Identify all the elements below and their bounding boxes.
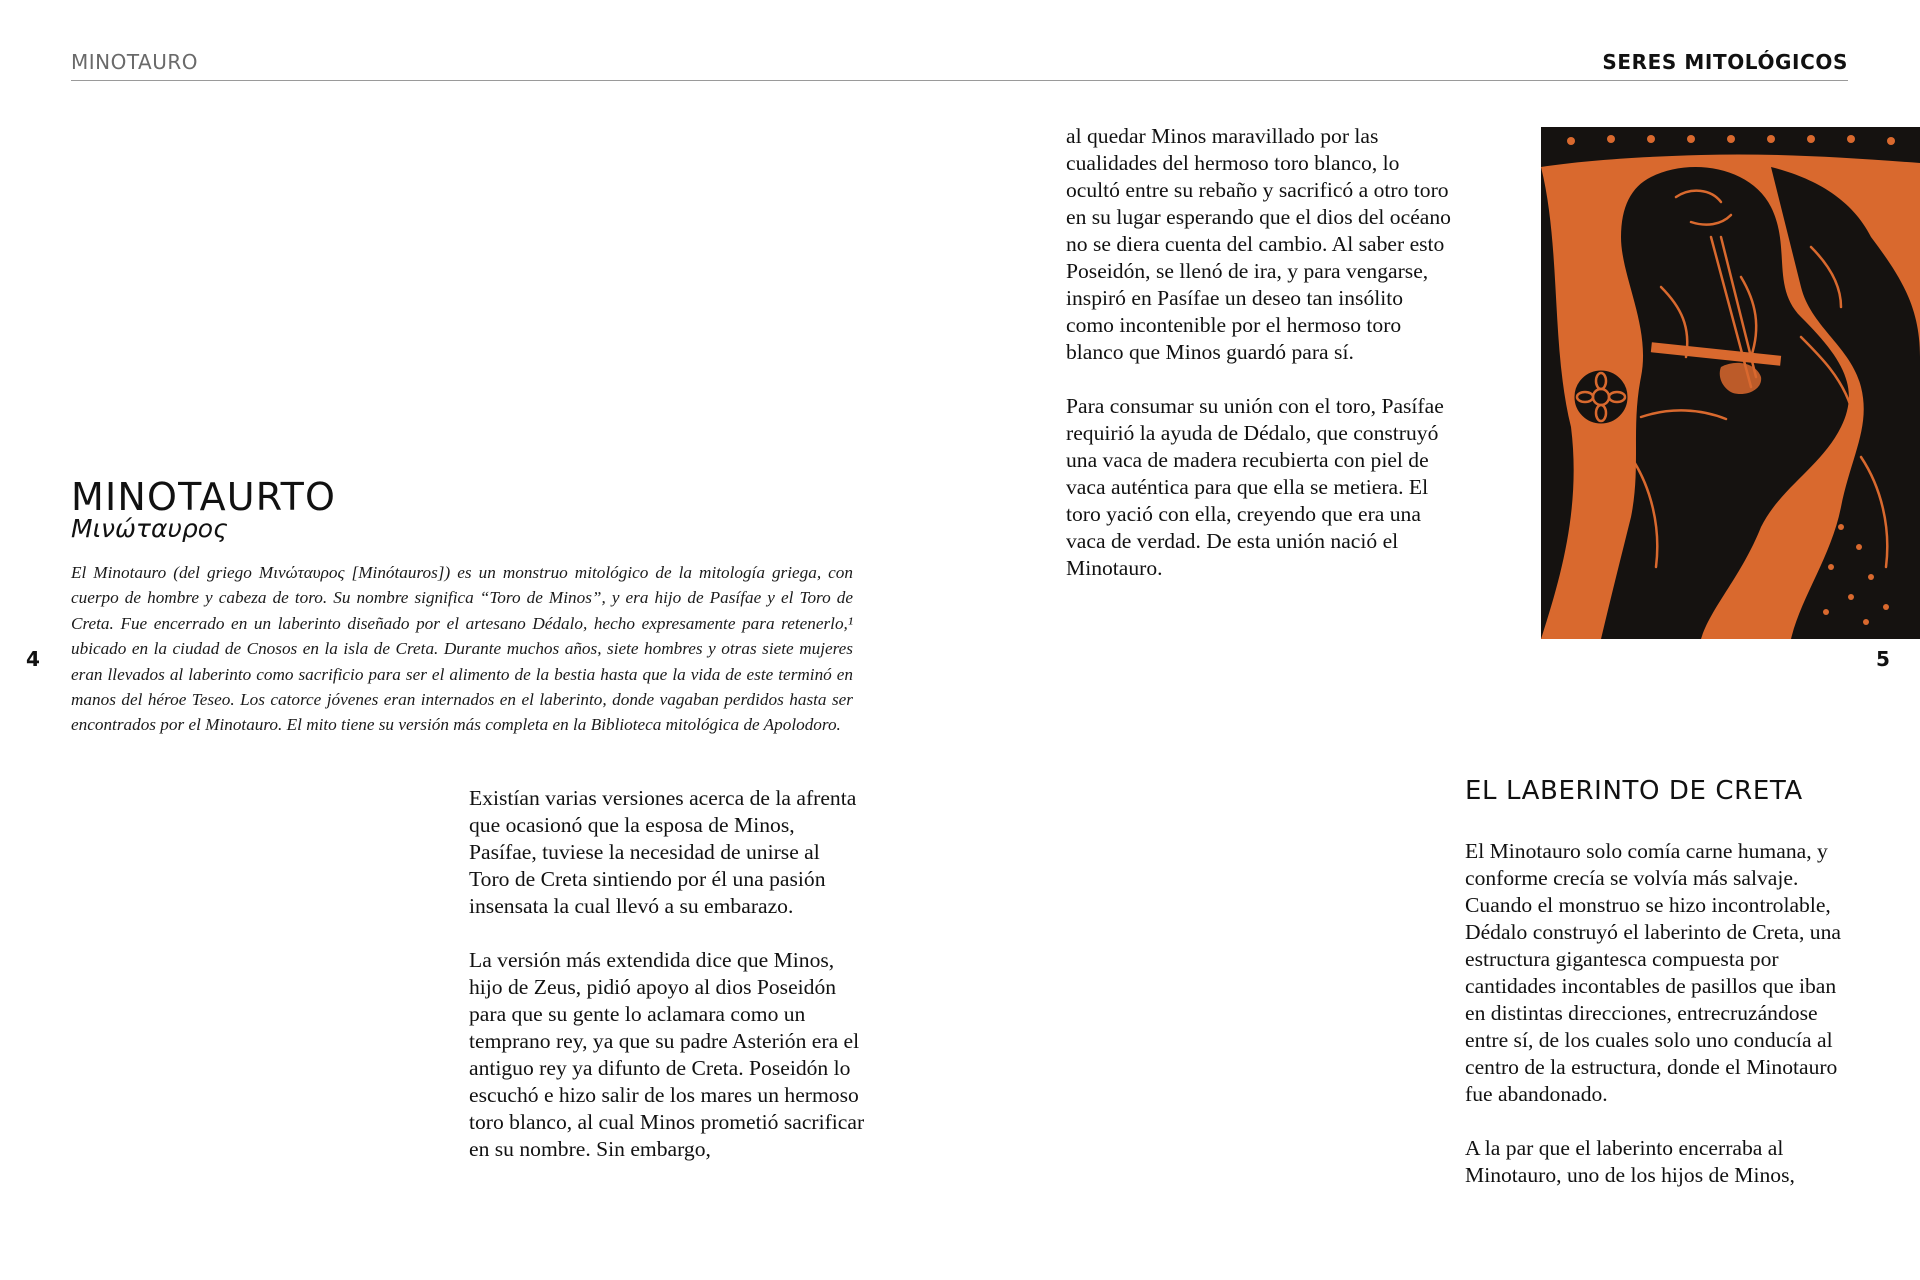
body-paragraph: Existían varias versiones acerca de la afrenta que ocasionó que la esposa de Minos, Pasífae, tuviese la necesidad de unirse al Toro de Creta sintiendo por él una pasión insensata la cual llevó a su embarazo.	[469, 786, 857, 918]
page-number-right: 5	[1876, 647, 1890, 671]
body-paragraph: al quedar Minos maravillado por las cualidades del hermoso toro blanco, lo ocultó entre su rebaño y sacrificó a otro toro en su lugar esperando que el dios del océano no se diera cuenta del cambio. Al saber esto Poseidón, se llenó de ira, y para vengarse, inspiró en Pasífae un deseo tan insólito como incontenible por el hermoso toro blanco que Minos guardó para sí.	[1066, 124, 1451, 364]
greek-vase-minotaur-image	[1541, 127, 1920, 639]
body-paragraph: A la par que el laberinto encerraba al Minotauro, uno de los hijos de Minos,	[1465, 1136, 1795, 1187]
intro-paragraph: El Minotauro (del griego Μινώταυρος [Minótauros]) es un monstruo mitológico de la mitología griega, con cuerpo de hombre y cabeza de toro. Su nombre significa “Toro de Minos”, y era hijo de Pasífae y el Toro de Creta. Fue encerrado en un laberinto diseñado por el artesano Dédalo, hecho expresamente para retenerlo,¹ ubicado en la ciudad de Cnosos en la isla de Creta. Durante muchos años, siete hombres y otras siete mujeres eran llevados al laberinto como sacrificio para ser el alimento de la bestia hasta que la vida de este terminó en manos del héroe Teseo. Los catorce jóvenes eran internados en el laberinto, donde vagaban perdidos hasta ser encontrados por el Minotauro. El mito tiene su versión más completa en la Biblioteca mitológica de Apolodoro.	[71, 563, 853, 735]
running-header-left: MINOTAURO	[71, 50, 198, 74]
body-column-right	[1465, 838, 1855, 1216]
page-number-left: 4	[26, 647, 40, 671]
body-paragraph: El Minotauro solo comía carne humana, y conforme crecía se volvía más salvaje. Cuando el monstruo se hizo incontrolable, Dédalo construyó el laberinto de Creta, una estructura gigantesca compuesta por cantidades incontables de pasillos que iban en distintas direcciones, entrecruzándose entre sí, de los cuales solo uno conducía al centro de la estructura, donde el Minotauro fue abandonado.	[1465, 839, 1841, 1106]
header-divider	[71, 80, 1848, 81]
article-subtitle-greek: Μινώταυρος	[71, 514, 228, 543]
body-paragraph: La versión más extendida dice que Minos, hijo de Zeus, pidió apoyo al dios Poseidón para que su gente lo aclamara como un temprano rey, ya que su padre Asterión era el antiguo rey ya difunto de Creta. Poseidón lo escuchó e hizo salir de los mares un hermoso toro blanco, al cual Minos prometió sacrificar en su nombre. Sin embargo,	[469, 948, 865, 1161]
body-column-middle	[1066, 123, 1456, 609]
running-header-right: SERES MITOLÓGICOS	[1602, 50, 1848, 74]
body-paragraph: Para consumar su unión con el toro, Pasífae requirió la ayuda de Dédalo, que construyó una vaca de madera recubierta con piel de vaca auténtica para que ella se metiera. El toro yació con ella, creyendo que era una vaca de verdad. De esta unión nació el Minotauro.	[1066, 394, 1444, 580]
article-title: MINOTAURTO	[71, 475, 337, 519]
body-column-left	[469, 785, 865, 1190]
section-title-laberinto: EL LABERINTO DE CRETA	[1465, 776, 1803, 806]
